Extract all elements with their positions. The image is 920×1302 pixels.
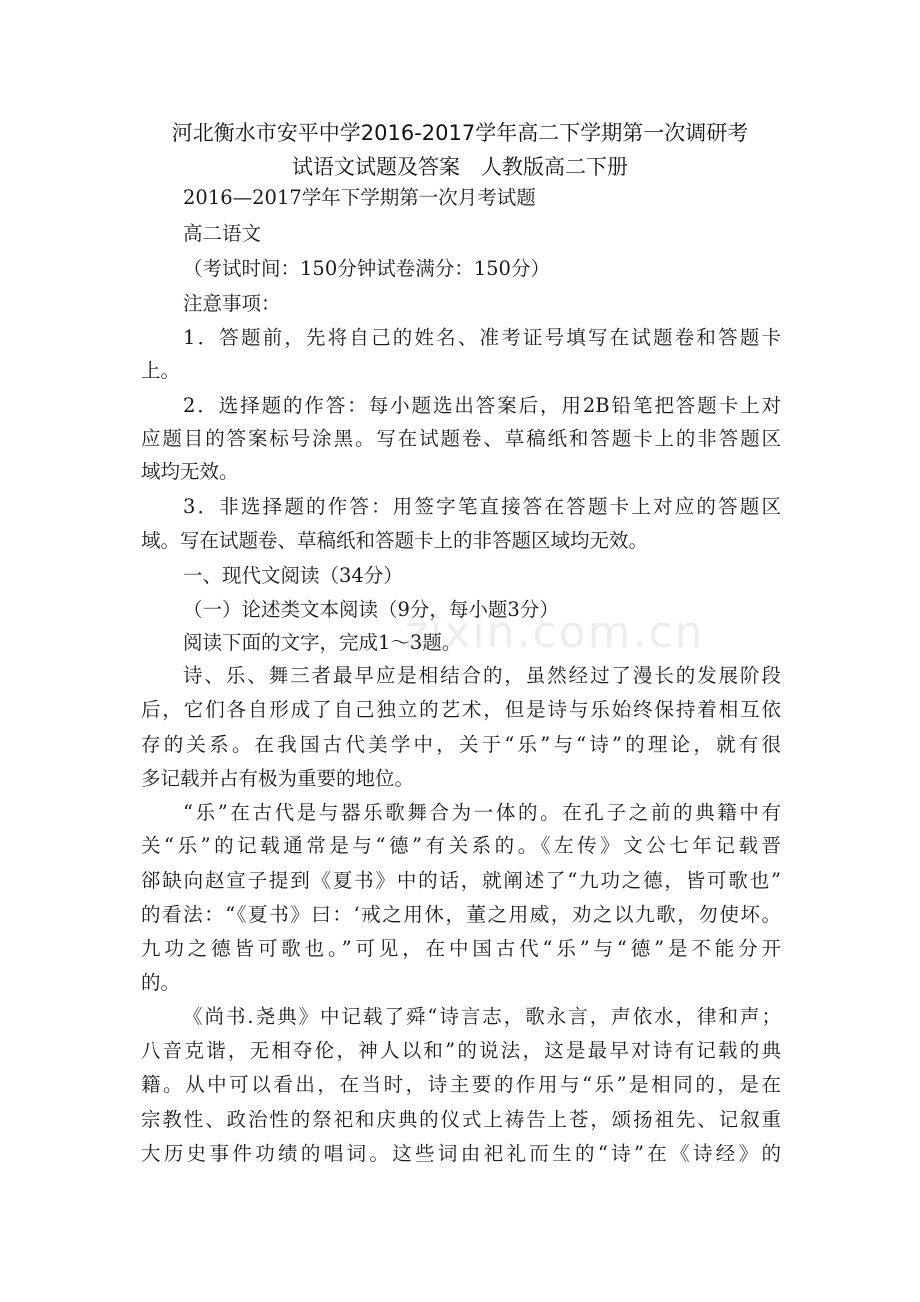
text-line: 关“乐”的记载通常是与“德”有关系的。《左传》文公七年记载晋 <box>141 834 781 857</box>
text-line: 的看法：“《夏书》曰：‘戒之用休，董之用威，劝之以九歌，勿使坏。 <box>141 903 781 926</box>
text-line: 诗、乐、舞三者最早应是相结合的，虽然经过了漫长的发展阶段 <box>183 664 781 687</box>
text-line: 籍。从中可以看出，在当时，诗主要的作用与“乐”是相同的，是在 <box>141 1073 781 1096</box>
watermark: zixin.com.cn <box>405 607 705 658</box>
text-line: 郤缺向赵宣子提到《夏书》中的话，就阐述了“九功之德，皆可歌也” <box>141 869 781 892</box>
text-line: 《尚书.尧典》中记载了舜“诗言志，歌永言，声依水，律和声； <box>183 1005 781 1028</box>
text-line: 域。写在试题卷、草稿纸和答题卡上的非答题区域均无效。 <box>141 529 649 552</box>
notes-heading: 注意事项： <box>183 292 281 315</box>
section-heading: 一、现代文阅读（34分） <box>183 564 403 587</box>
text-line: 大历史事件功绩的唱词。这些词由祀礼而生的“诗”在《诗经》的 <box>141 1142 781 1165</box>
text-line: 后，它们各自形成了自己独立的艺术，但是诗与乐始终保持着相互依 <box>141 698 781 721</box>
subject-name: 高二语文 <box>183 222 262 245</box>
document-title-line-1: 河北衡水市安平中学2016-2017学年高二下学期第一次调研考 <box>171 121 749 145</box>
text-line: 应题目的答案标号涂黑。写在试题卷、草稿纸和答题卡上的非答题区 <box>141 427 781 450</box>
text-line: 八音克谐，无相夺伦，神人以和”的说法，这是最早对诗有记载的典 <box>141 1039 781 1062</box>
text-line: 的。 <box>141 971 181 994</box>
text-line: 3．非选择题的作答：用签字笔直接答在答题卡上对应的答题区 <box>183 495 781 518</box>
reading-instruction: 阅读下面的文字，完成1～3题。 <box>183 631 462 654</box>
text-line: 九功之德皆可歌也。”可见，在中国古代“乐”与“德”是不能分开 <box>141 937 781 960</box>
subsection-heading: （一）论述类文本阅读（9分，每小题3分） <box>183 598 559 621</box>
text-line: 多记载并占有极为重要的地位。 <box>141 767 415 790</box>
exam-name: 2016—2017学年下学期第一次月考试题 <box>183 186 536 209</box>
text-line: 上。 <box>141 359 181 382</box>
text-line: 2．选择题的作答：每小题选出答案后，用2B铅笔把答题卡上对 <box>183 394 781 417</box>
text-line: “乐”在古代是与器乐歌舞合为一体的。在孔子之前的典籍中有 <box>183 801 781 824</box>
text-line: 1．答题前，先将自己的姓名、准考证号填写在试题卷和答题卡 <box>183 326 781 349</box>
text-line: 宗教性、政治性的祭祀和庆典的仪式上祷告上苍，颂扬祖先、记叙重 <box>141 1108 781 1131</box>
document-title-line-2: 试语文试题及答案 人教版高二下册 <box>292 155 628 179</box>
text-line: 域均无效。 <box>141 460 239 483</box>
exam-time-score: （考试时间：150分钟试卷满分：150分） <box>183 257 550 280</box>
text-line: 存的关系。在我国古代美学中，关于“乐”与“诗”的理论，就有很 <box>141 733 781 756</box>
